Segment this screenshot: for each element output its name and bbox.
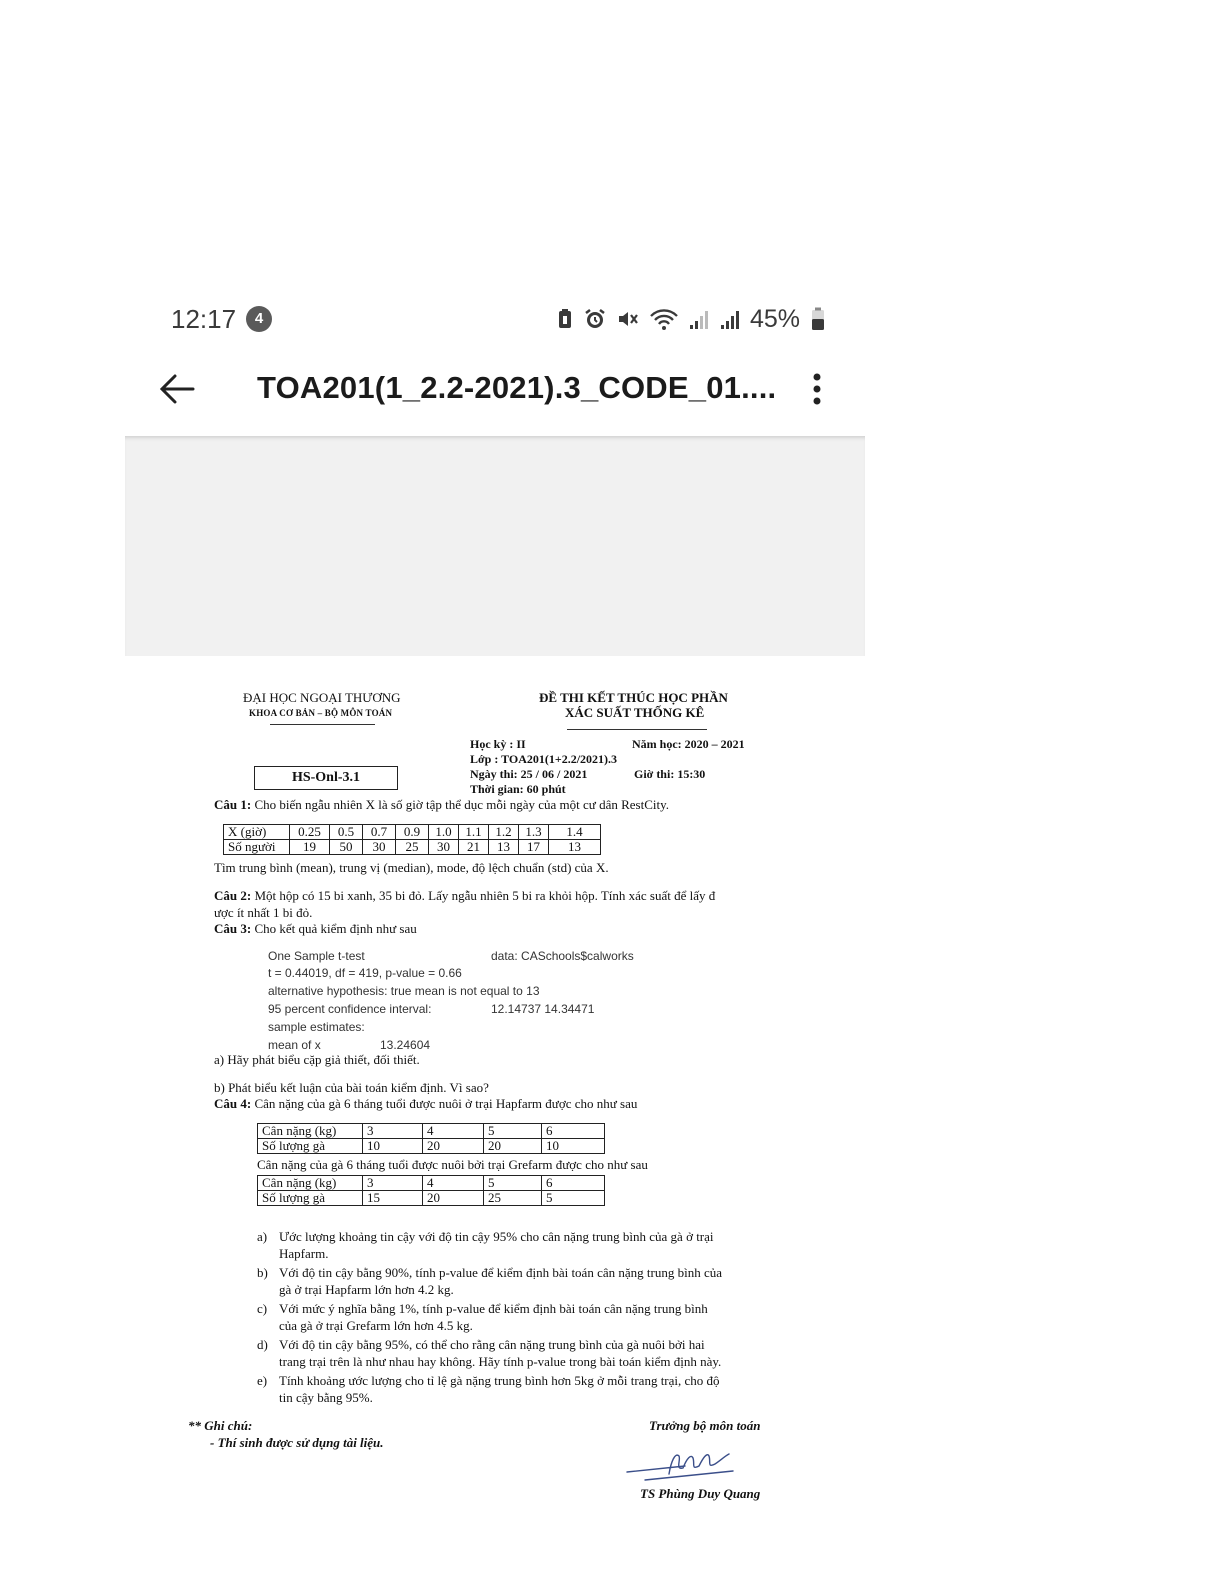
part-letter: e)	[257, 1373, 268, 1388]
table-cell: 3	[363, 1176, 423, 1191]
grefarm-table	[257, 1175, 605, 1206]
r-output-hypothesis: alternative hypothesis: true mean is not equal to 13	[268, 984, 540, 998]
part-letter: b)	[257, 1265, 268, 1280]
status-time: 12:17	[171, 304, 237, 334]
question-1-label: Câu 1:	[214, 797, 252, 812]
university-name: ĐẠI HỌC NGOẠI THƯƠNG	[243, 690, 401, 705]
question-1	[214, 797, 669, 813]
note-label: ** Ghi chú:	[188, 1418, 253, 1433]
table-cell: 1.2	[489, 825, 519, 840]
question-3-part-b: b) Phát biểu kết luận của bài toán kiểm định. Vì sao?	[214, 1080, 489, 1095]
part-text: Với độ tin cậy bằng 90%, tính p-value để kiểm định bài toán cân nặng trung bình của	[279, 1265, 722, 1280]
part-text: Với mức ý nghĩa bằng 1%, tính p-value để kiểm định bài toán cân nặng trung bình	[279, 1301, 708, 1316]
header-rule-right	[567, 729, 707, 730]
part-text: trang trại trên là như nhau hay không. Hãy tính p-value trong bài toán kiểm định này.	[279, 1354, 722, 1369]
note-item: - Thí sinh được sử dụng tài liệu.	[210, 1435, 384, 1450]
hapfarm-table	[257, 1123, 605, 1154]
table-cell: 0.25	[290, 825, 330, 840]
row-label: Số lượng gà	[258, 1191, 363, 1206]
question-4	[214, 1096, 637, 1112]
table-cell: 3	[363, 1124, 423, 1139]
question-2-text-continued: ược ít nhất 1 bi đỏ.	[214, 905, 313, 920]
r-output-data: data: CASchools$calworks	[491, 949, 634, 963]
table-cell: 10	[542, 1139, 605, 1154]
question-3-label: Câu 3:	[214, 921, 252, 936]
table-cell: 50	[330, 840, 363, 855]
table-row	[258, 1124, 605, 1139]
table-cell: 1.4	[549, 825, 601, 840]
exam-subject: XÁC SUẤT THỐNG KÊ	[565, 705, 705, 720]
table-cell: 17	[519, 840, 549, 855]
table-cell: 13	[489, 840, 519, 855]
table-cell: 0.5	[330, 825, 363, 840]
question-2-label: Câu 2:	[214, 888, 252, 903]
r-output-ci-label: 95 percent confidence interval:	[268, 1002, 432, 1016]
table-cell: 21	[459, 840, 489, 855]
table-cell: 25	[396, 840, 429, 855]
table-row	[224, 825, 601, 840]
table-cell: 19	[290, 840, 330, 855]
r-output-ci-values: 12.14737 14.34471	[491, 1002, 595, 1016]
r-output-mean-label: mean of x	[268, 1038, 321, 1052]
question-1-task: Tìm trung bình (mean), trung vị (median), mode, độ lệch chuẩn (std) của X.	[214, 860, 609, 875]
table-cell: 1.1	[459, 825, 489, 840]
table-cell: 1.3	[519, 825, 549, 840]
question-2-text: Một hộp có 15 bi xanh, 35 bi đỏ. Lấy ngẫu nhiên 5 bi ra khỏi hộp. Tính xác suất để lấy đ	[254, 888, 716, 903]
row-label: Cân nặng (kg)	[258, 1124, 363, 1139]
part-letter: c)	[257, 1301, 268, 1316]
notification-count-badge: 4	[246, 306, 272, 332]
question-4-label: Câu 4:	[214, 1096, 252, 1111]
r-output-mean-value: 13.24604	[380, 1038, 431, 1052]
part-letter: a)	[257, 1229, 268, 1244]
exam-date: Ngày thi: 25 / 06 / 2021	[470, 767, 588, 781]
table-row	[258, 1139, 605, 1154]
question-4-text-grefarm: Cân nặng của gà 6 tháng tuổi được nuôi bởi trại Grefarm được cho như sau	[257, 1157, 648, 1172]
table-cell: 10	[363, 1139, 423, 1154]
part-text: Với độ tin cậy bằng 95%, có thể cho rằng cân nặng trung bình của gà nuôi bởi hai	[279, 1337, 705, 1352]
question-4-text: Cân nặng của gà 6 tháng tuổi được nuôi ở trại Hapfarm được cho như sau	[254, 1096, 638, 1111]
table-cell: 0.9	[396, 825, 429, 840]
table-row	[224, 840, 601, 855]
department-name: KHOA CƠ BẢN – BỘ MÔN TOÁN	[249, 708, 393, 718]
r-output-estimates-label: sample estimates:	[268, 1020, 365, 1034]
part-text: Ước lượng khoảng tin cậy với độ tin cậy 95% cho cân nặng trung bình của gà ở trại	[279, 1229, 714, 1244]
table-cell: 13	[549, 840, 601, 855]
question-2	[214, 888, 715, 904]
signer-title: Trưởng bộ môn toán	[649, 1418, 761, 1433]
question-3-part-a: a) Hãy phát biểu cặp giả thiết, đối thiết.	[214, 1052, 420, 1067]
table-row	[258, 1176, 605, 1191]
question-1-table	[223, 824, 601, 855]
table-cell: 20	[423, 1191, 484, 1206]
document-title: TOA201(1_2.2-2021).3_CODE_01....	[257, 370, 777, 405]
table-cell: 5	[484, 1124, 542, 1139]
question-3	[214, 921, 417, 937]
question-3-text: Cho kết quả kiểm định như sau	[254, 921, 417, 936]
battery-percentage: 45%	[749, 305, 800, 333]
part-letter: d)	[257, 1337, 268, 1352]
table-cell: 20	[423, 1139, 484, 1154]
signer-name: TS Phùng Duy Quang	[640, 1486, 761, 1501]
exam-code-box: HS-Onl-3.1	[254, 766, 398, 790]
table-cell: 5	[542, 1191, 605, 1206]
table-cell: 30	[363, 840, 396, 855]
table-cell: 6	[542, 1124, 605, 1139]
exam-time: Giờ thi: 15:30	[634, 767, 706, 781]
part-text: tin cậy bằng 95%.	[279, 1390, 373, 1405]
school-year: Năm học: 2020 – 2021	[632, 737, 745, 751]
table-cell: 4	[423, 1176, 484, 1191]
row-label: Số lượng gà	[258, 1139, 363, 1154]
question-1-text: Cho biến ngẫu nhiên X là số giờ tập thể dục mỗi ngày của một cư dân RestCity.	[254, 797, 670, 812]
exam-duration: Thời gian: 60 phút	[470, 782, 566, 796]
class-code: Lớp : TOA201(1+2.2/2021).3	[470, 752, 618, 766]
table-row	[258, 1191, 605, 1206]
semester: Học kỳ : II	[470, 737, 526, 751]
table-cell: 0.7	[363, 825, 396, 840]
signature-icon	[625, 1444, 735, 1484]
table-cell: 15	[363, 1191, 423, 1206]
row-label: Số người	[224, 840, 290, 855]
table-cell: 6	[542, 1176, 605, 1191]
row-label: X (giờ)	[224, 825, 290, 840]
part-text: Hapfarm.	[279, 1246, 329, 1261]
part-text: của gà ở trại Grefarm lớn hơn 4.5 kg.	[279, 1318, 473, 1333]
row-label: Cân nặng (kg)	[258, 1176, 363, 1191]
table-cell: 25	[484, 1191, 542, 1206]
part-text: Tính khoảng ước lượng cho tỉ lệ gà nặng trung bình hơn 5kg ở mỗi trang trại, cho độ	[279, 1373, 720, 1388]
part-text: gà ở trại Hapfarm lớn hơn 4.2 kg.	[279, 1282, 454, 1297]
table-cell: 20	[484, 1139, 542, 1154]
exam-title: ĐỀ THI KẾT THÚC HỌC PHẦN	[539, 690, 728, 705]
table-cell: 30	[429, 840, 459, 855]
header-rule-left	[270, 724, 375, 725]
r-output-statistic: t = 0.44019, df = 419, p-value = 0.66	[268, 966, 462, 980]
r-output-title: One Sample t-test	[268, 949, 365, 963]
table-cell: 4	[423, 1124, 484, 1139]
table-cell: 5	[484, 1176, 542, 1191]
table-cell: 1.0	[429, 825, 459, 840]
